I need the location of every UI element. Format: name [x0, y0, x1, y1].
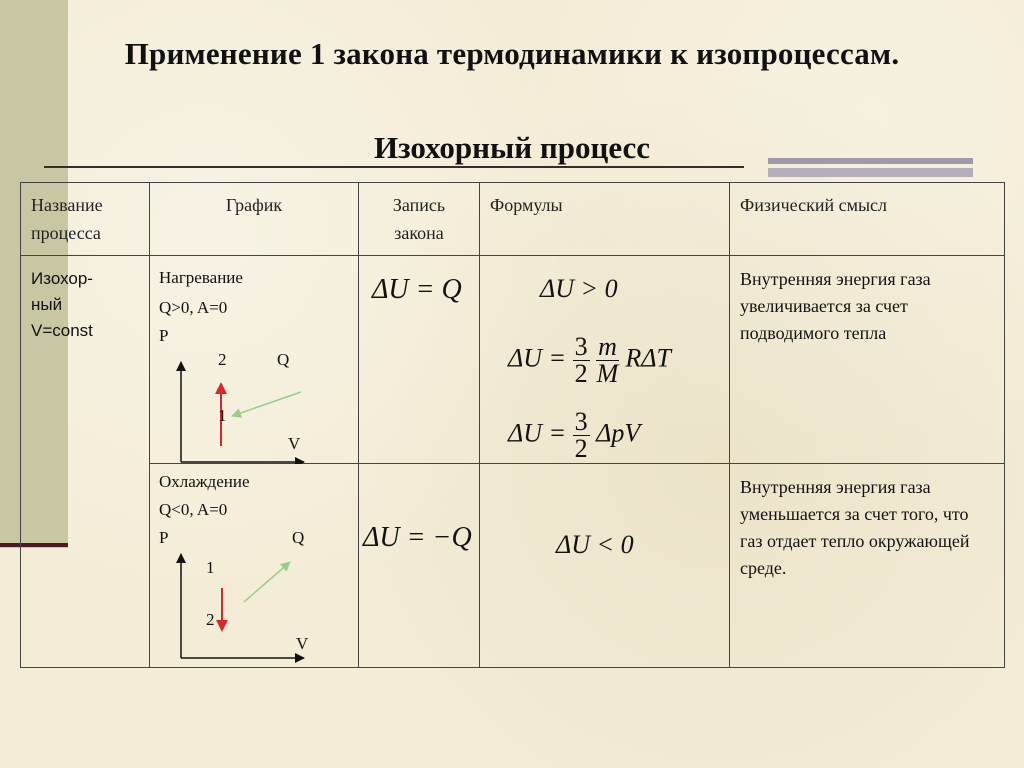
heating-axis-v: V [288, 434, 301, 453]
heating-meaning: Внутренняя энергия газа увеличивается за счет подводимого тепла [740, 269, 931, 343]
heating-formula-3-frac-3-2 [573, 409, 590, 462]
heating-point-1: 1 [218, 406, 227, 425]
frac-den: 2 [574, 359, 588, 388]
cooling-condition: Q<0, A=0 [159, 500, 228, 519]
header-graph: График [225, 195, 283, 215]
cooling-meaning: Внутренняя энергия газа уменьшается за счет того, что газ отдает тепло окружающей среде. [740, 477, 970, 578]
heating-label: Нагревание [159, 268, 243, 287]
heating-law-cell [359, 256, 479, 463]
heating-law: ΔU = Q [372, 274, 462, 305]
header-law: Запись закона [392, 195, 446, 243]
heating-formula-2 [508, 334, 671, 387]
cooling-law: ΔU = −Q [363, 522, 472, 553]
heating-formula-3-rest: ΔpV [596, 418, 641, 448]
heating-formula-2-rest: RΔT [625, 343, 671, 373]
cooling-graph-cell [150, 464, 358, 667]
cooling-row [21, 464, 1005, 668]
cooling-formula-1: ΔU < 0 [556, 530, 634, 559]
cooling-formulas-cell [480, 464, 729, 667]
decor-bar [768, 158, 973, 164]
header-formulas: Формулы [490, 195, 563, 215]
heating-formula-3 [508, 409, 640, 462]
heating-graph-cell [150, 256, 358, 463]
cooling-pv-graph [150, 464, 359, 668]
cooling-label: Охлаждение [159, 472, 250, 491]
slide-title: Применение 1 закона термодинамики к изопроцессам. [124, 36, 900, 71]
cooling-law-cell [359, 464, 479, 667]
heating-formula-1: ΔU > 0 [540, 274, 618, 303]
cooling-axis-v: V [296, 634, 309, 653]
cooling-point-1: 1 [206, 558, 215, 577]
header-meaning: Физический смысл [740, 195, 888, 215]
frac-num: m [598, 332, 617, 361]
isochoric-table [20, 182, 1005, 668]
heating-formulas-cell [480, 256, 729, 463]
process-name-line-2: ный [31, 295, 63, 314]
heating-formula-2-lhs: ΔU = [508, 343, 567, 373]
heating-heat-arrow [232, 392, 301, 416]
decor-bar-2 [768, 168, 973, 177]
heating-formula-3-lhs: ΔU = [508, 418, 567, 448]
frac-den: M [596, 359, 619, 388]
frac-den: 2 [574, 434, 588, 463]
heating-row [21, 256, 1005, 464]
heating-axis-p: P [159, 326, 169, 345]
cooling-axis-p: P [159, 528, 169, 547]
cooling-point-2: 2 [206, 610, 215, 629]
heating-heat-label: Q [277, 350, 290, 369]
heating-formula-2-frac-3-2 [573, 334, 590, 387]
cooling-heat-label: Q [292, 528, 305, 547]
cooling-heat-arrow [244, 562, 290, 602]
process-name [21, 256, 149, 354]
heating-point-2: 2 [218, 350, 227, 369]
frac-num: 3 [574, 332, 588, 361]
slide-subtitle: Изохорный процесс [374, 130, 650, 165]
title-rule [44, 166, 744, 168]
header-row [21, 183, 1005, 256]
heating-formula-2-frac-m-M [596, 334, 619, 387]
heating-condition: Q>0, A=0 [159, 298, 228, 317]
process-name-line-3: V=const [31, 321, 93, 340]
frac-num: 3 [574, 407, 588, 436]
heating-pv-graph [150, 256, 359, 464]
process-name-line-1: Изохор- [31, 269, 93, 288]
header-name: Название процесса [31, 195, 103, 243]
